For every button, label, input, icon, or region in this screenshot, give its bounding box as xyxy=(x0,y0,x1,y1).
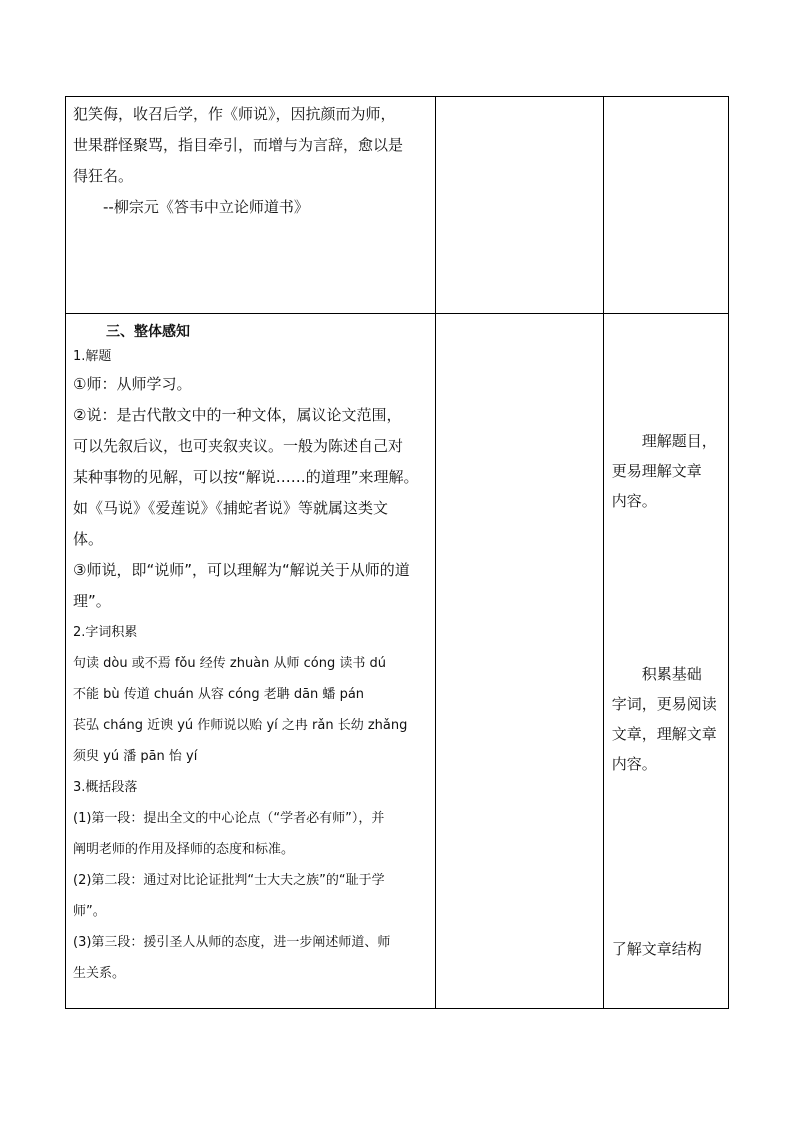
table-row xyxy=(66,97,729,314)
note-cell xyxy=(603,97,728,314)
text-line: 犯笑侮，收召后学，作《师说》，因抗颜而为师， xyxy=(73,105,396,123)
note-line: 字词，更易阅读 xyxy=(611,695,717,713)
text-line: 理”。 xyxy=(73,592,111,610)
vocab-line: 不能 bù 传道 chuán 从容 cóng 老聃 dān 蟠 pán xyxy=(73,687,365,702)
text-line: 可以先叙后议，也可夹叙夹议。一般为陈述自己对 xyxy=(73,437,404,455)
table-row xyxy=(66,314,729,1009)
note-line: 积累基础 xyxy=(641,665,702,683)
text-line: 世果群怪聚骂，指目牵引，而增与为言辞，愈以是 xyxy=(73,136,404,154)
text-line: 生关系。 xyxy=(73,966,126,981)
subsection-title: 2.字词积累 xyxy=(73,625,138,640)
content-cell xyxy=(66,97,436,314)
section-heading: 三、整体感知 xyxy=(106,324,190,340)
text-line: (3)第三段：援引圣人从师的态度，进一步阐述师道、师 xyxy=(73,935,391,950)
vocab-line: 须臾 yú 潘 pān 怡 yí xyxy=(73,749,198,764)
text-line: 如《马说》《爱莲说》《捕蛇者说》等就属这类文 xyxy=(73,499,389,517)
lesson-plan-table xyxy=(65,96,729,1009)
note-line: 更易理解文章 xyxy=(611,462,702,480)
vocab-line: 句读 dòu 或不焉 fǒu 经传 zhuàn 从师 cóng 读书 dú xyxy=(73,656,386,671)
note-cell xyxy=(603,314,728,1009)
text-line: (2)第二段：通过对比论证批判“士大夫之族”的“耻于学 xyxy=(73,873,385,888)
text-line: 师”。 xyxy=(73,904,106,919)
activity-cell xyxy=(435,97,603,314)
activity-cell xyxy=(435,314,603,1009)
text-line: (1)第一段：提出全文的中心论点（“学者必有师”），并 xyxy=(73,811,385,826)
note-line: 文章，理解文章 xyxy=(611,725,717,743)
text-line: 阐明老师的作用及择师的态度和标准。 xyxy=(73,842,295,857)
note-line: 内容。 xyxy=(611,755,657,773)
content-cell xyxy=(66,314,436,1009)
note-line: 了解文章结构 xyxy=(611,940,702,958)
note-vocab xyxy=(604,659,728,779)
note-structure xyxy=(604,934,728,964)
vocab-line: 苌弘 cháng 近谀 yú 作师说以贻 yí 之冉 rǎn 长幼 zhǎng xyxy=(73,718,408,733)
citation: --柳宗元《答韦中立论师道书》 xyxy=(103,198,309,216)
note-understand-title xyxy=(604,426,728,516)
note-line: 理解题目， xyxy=(641,432,717,450)
text-line: 某种事物的见解，可以按“解说……的道理”来理解。 xyxy=(73,468,419,486)
text-line: 得狂名。 xyxy=(73,167,134,185)
text-line: 体。 xyxy=(73,530,104,548)
text-line: ②说：是古代散文中的一种文体，属议论文范围， xyxy=(73,406,402,424)
subsection-title: 1.解题 xyxy=(73,349,112,364)
text-line: ③师说，即“说师”，可以理解为“解说关于从师的道 xyxy=(73,561,410,579)
text-line: ①师：从师学习。 xyxy=(73,375,192,393)
note-line: 内容。 xyxy=(611,492,657,510)
subsection-title: 3.概括段落 xyxy=(73,780,138,795)
